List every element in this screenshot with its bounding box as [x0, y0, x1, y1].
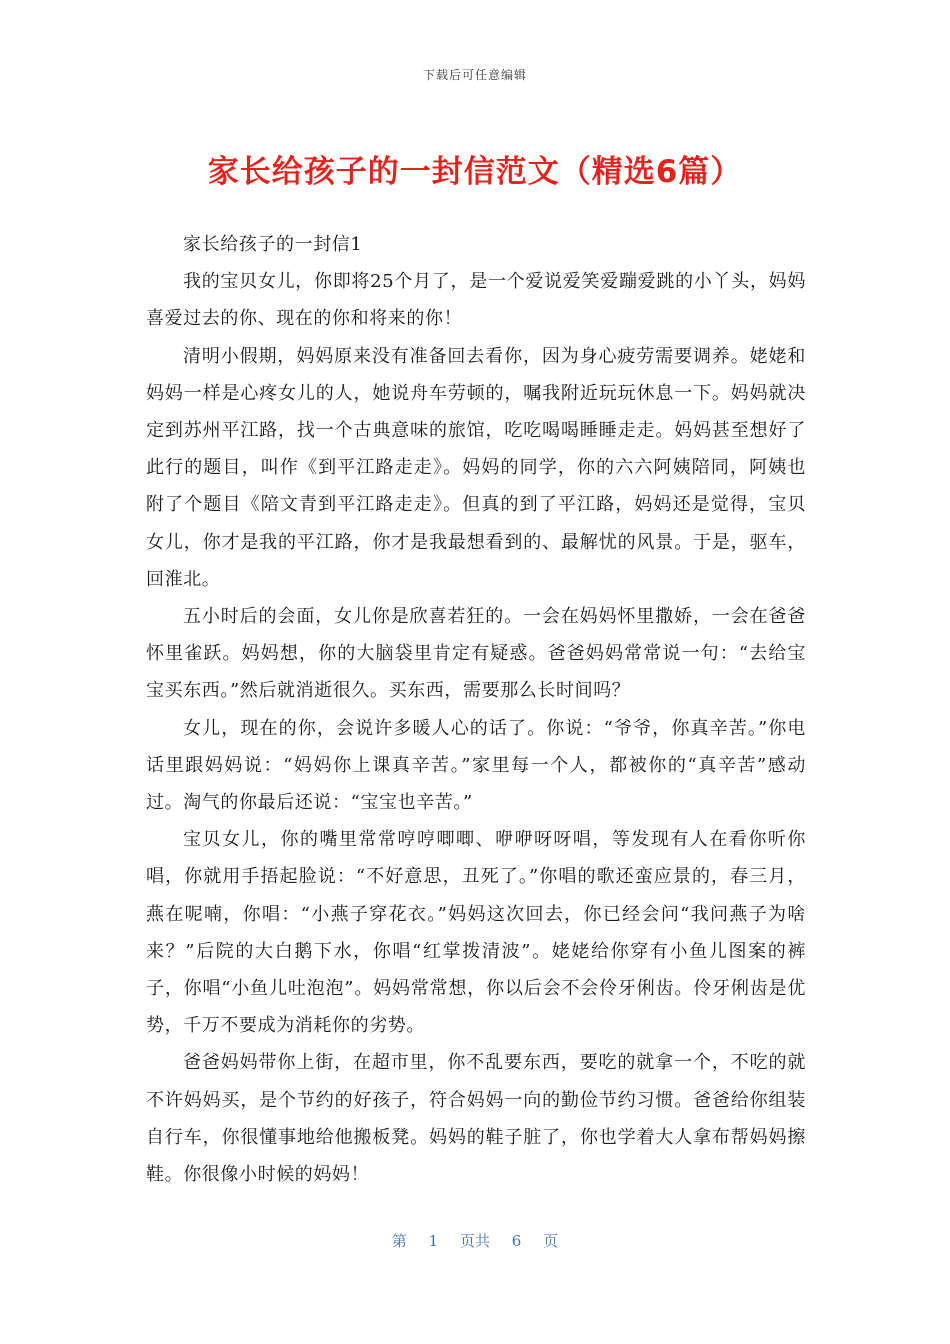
of-label: 页共	[459, 1232, 490, 1250]
document-title: 家长给孩子的一封信范文（精选6篇）	[207, 154, 743, 190]
paragraph: 我的宝贝女儿，你即将25个月了，是一个爱说爱笑爱蹦爱跳的小丫头，妈妈喜爱过去的你、现在的你和将来的你！	[146, 271, 806, 330]
paragraph: 宝贝女儿，你的嘴里常常哼哼唧唧、咿咿呀呀唱，等发现有人在看你听你唱，你就用手捂起脸说：“不好意思，丑死了。”你唱的歌还蛮应景的，春三月，燕在呢喃，你唱：“小燕子穿花衣。”妈妈这次回去，你已经会问“我问燕子为啥来？”后院的大白鹅下水，你唱“红掌拨清波”。姥姥给你穿有小鱼儿图案的裤子，你唱“小鱼儿吐泡泡”。妈妈常常想，你以后会不会伶牙俐齿。伶牙俐齿是优势，千万不要成为消耗你的劣势。	[146, 829, 806, 1037]
paragraph: 爸爸妈妈带你上街，在超市里，你不乱要东西，要吃的就拿一个，不吃的就不许妈妈买，是个节约的好孩子，符合妈妈一向的勤俭节约习惯。爸爸给你组装自行车，你很懂事地给他搬板凳。妈妈的鞋子脏了，你也学着大人拿布帮妈妈擦鞋。你很像小时候的妈妈！	[146, 1052, 806, 1186]
page-footer	[0, 1230, 950, 1251]
paragraph: 清明小假期，妈妈原来没有准备回去看你，因为身心疲劳需要调养。姥姥和妈妈一样是心疼女儿的人，她说舟车劳顿的，嘱我附近玩玩休息一下。妈妈就决定到苏州平江路，找一个古典意味的旅馆，吃吃喝喝睡睡走走。妈妈甚至想好了此行的题目，叫作《到平江路走走》。妈妈的同学，你的六六阿姨陪同，阿姨也附了个题目《陪文青到平江路走走》。但真的到了平江路，妈妈还是觉得，宝贝女儿，你才是我的平江路，你才是我最想看到的、最解忧的风景。于是，驱车，回淮北。	[146, 345, 806, 590]
section-heading: 家长给孩子的一封信1	[183, 234, 363, 255]
total-pages: 6	[511, 1232, 522, 1250]
paragraph: 女儿，现在的你，会说许多暖人心的话了。你说：“爷爷，你真辛苦。”你电话里跟妈妈说：“妈妈你上课真辛苦。”家里每一个人，都被你的“真辛苦”感动过。淘气的你最后还说：“宝宝也辛苦。”	[146, 717, 806, 814]
page-label: 第	[391, 1232, 407, 1250]
header-note: 下载后可任意编辑	[422, 68, 527, 82]
page-suffix: 页	[543, 1232, 559, 1250]
page-number: 1	[428, 1232, 439, 1250]
paragraph: 五小时后的会面，女儿你是欣喜若狂的。一会在妈妈怀里撒娇，一会在爸爸怀里雀跃。妈妈想，你的大脑袋里肯定有疑惑。爸爸妈妈常常说一句：“去给宝宝买东西。”然后就消逝很久。买东西，需要那么长时间吗？	[146, 606, 806, 702]
document-body	[146, 226, 806, 1193]
